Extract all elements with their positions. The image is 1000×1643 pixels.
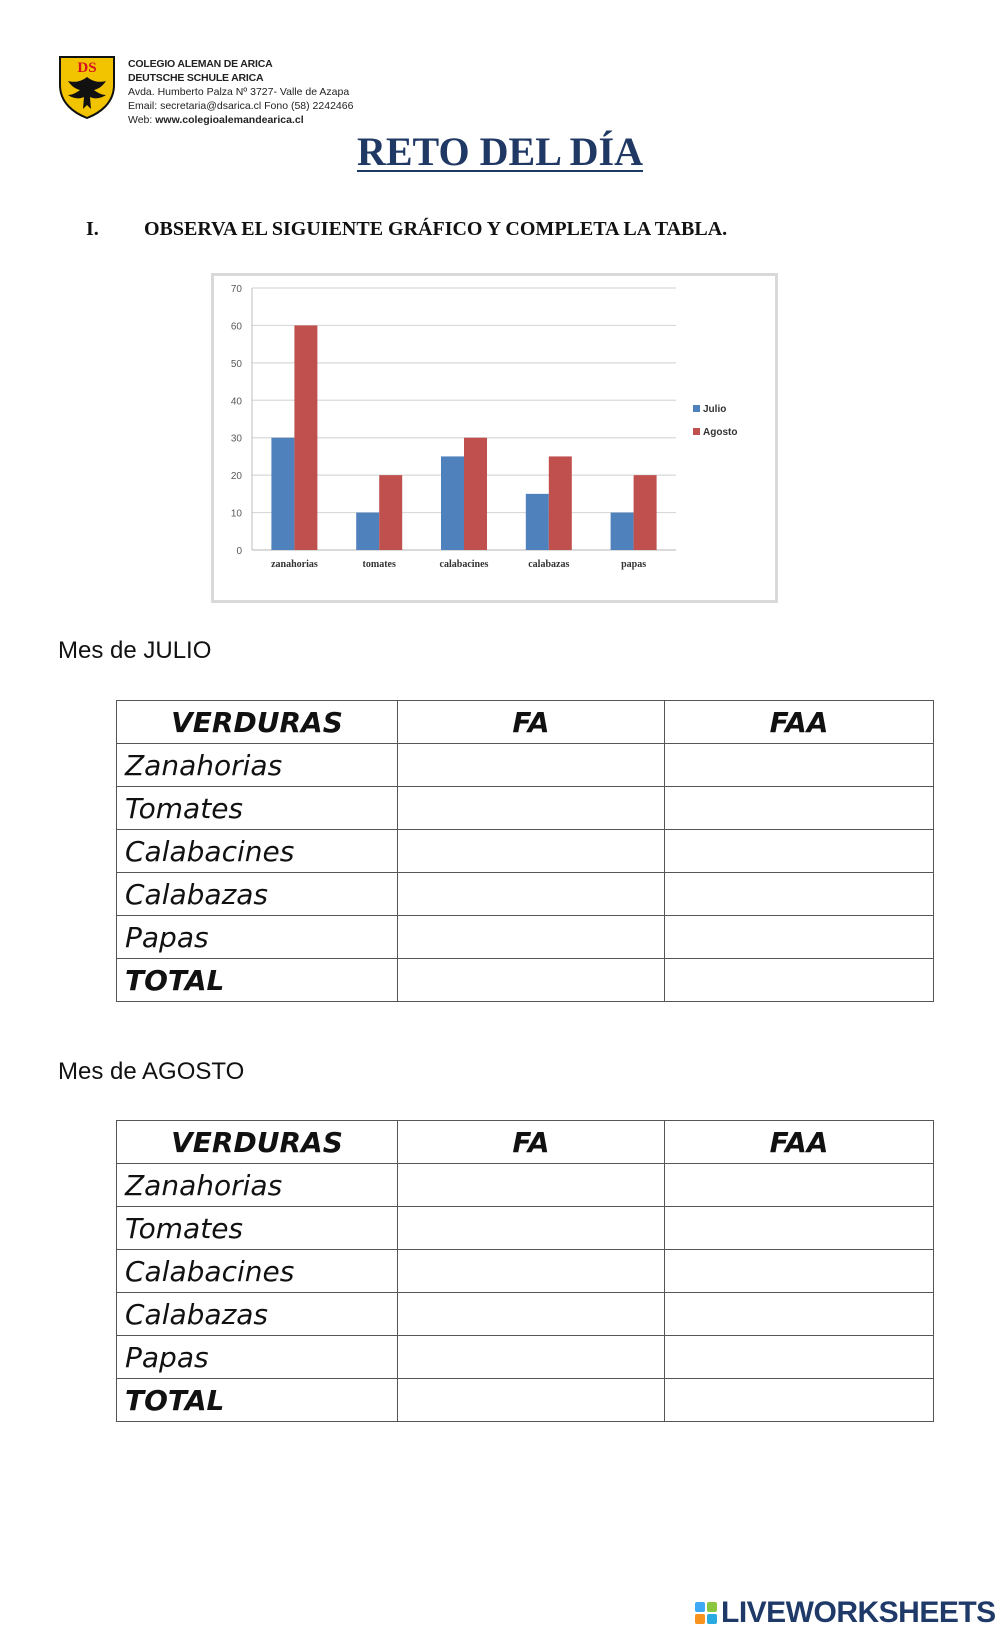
brand-tile-i bbox=[707, 1602, 717, 1612]
row-label: Zanahorias bbox=[117, 744, 398, 787]
legend-swatch-agosto bbox=[693, 428, 700, 435]
table-agosto-heading: Mes de AGOSTO bbox=[58, 1058, 245, 1085]
bar-agosto-tomates bbox=[379, 475, 402, 550]
row-label: Calabacines bbox=[117, 1250, 398, 1293]
table-row bbox=[117, 1293, 934, 1336]
row-label: Tomates bbox=[117, 787, 398, 830]
bar-julio-tomates bbox=[356, 513, 379, 550]
page-title-wrap bbox=[0, 128, 1000, 175]
fa-answer-cell[interactable] bbox=[398, 1164, 665, 1207]
table-row bbox=[117, 787, 934, 830]
faa-answer-cell[interactable] bbox=[665, 1250, 934, 1293]
legend-label-agosto: Agosto bbox=[703, 427, 738, 438]
y-tick-label: 40 bbox=[230, 396, 242, 408]
row-label: Papas bbox=[117, 916, 398, 959]
table-julio bbox=[116, 700, 934, 1002]
y-tick-label: 70 bbox=[230, 284, 242, 295]
row-label: Calabazas bbox=[117, 1293, 398, 1336]
school-web bbox=[128, 113, 353, 127]
school-email: Email: secretaria@dsarica.cl Fono (58) 2242466 bbox=[128, 100, 354, 112]
table-row bbox=[117, 830, 934, 873]
row-label: Calabazas bbox=[117, 873, 398, 916]
table-header-row bbox=[117, 1121, 934, 1164]
column-header-faa: FAA bbox=[665, 1121, 934, 1164]
legend-label-julio: Julio bbox=[703, 404, 727, 415]
table-row bbox=[117, 916, 934, 959]
bar-julio-zanahorias bbox=[271, 438, 294, 550]
instruction-number: I. bbox=[86, 218, 99, 240]
bar-julio-calabazas bbox=[526, 494, 549, 550]
school-info bbox=[128, 57, 353, 127]
row-label: Calabacines bbox=[117, 830, 398, 873]
faa-answer-cell[interactable] bbox=[665, 1336, 934, 1379]
faa-answer-cell[interactable] bbox=[665, 1207, 934, 1250]
bar-agosto-calabazas bbox=[549, 456, 572, 550]
y-tick-label: 60 bbox=[230, 321, 242, 333]
logo-text: DS bbox=[77, 60, 97, 76]
total-label: TOTAL bbox=[117, 959, 398, 1002]
table-total-row bbox=[117, 1379, 934, 1422]
instruction-text: OBSERVA EL SIGUIENTE GRÁFICO Y COMPLETA LA TABLA. bbox=[144, 218, 728, 240]
fa-answer-cell[interactable] bbox=[398, 873, 665, 916]
y-tick-label: 30 bbox=[230, 433, 242, 445]
bar-chart-svg bbox=[214, 276, 775, 600]
fa-answer-cell[interactable] bbox=[398, 830, 665, 873]
table-row bbox=[117, 1336, 934, 1379]
fa-answer-cell[interactable] bbox=[398, 1336, 665, 1379]
y-tick-label: 0 bbox=[236, 546, 242, 557]
faa-answer-cell[interactable] bbox=[665, 830, 934, 873]
table-row bbox=[117, 744, 934, 787]
web-url[interactable]: www.colegioalemandearica.cl bbox=[155, 114, 304, 126]
column-header-fa: FA bbox=[398, 1121, 665, 1164]
x-tick-label: tomates bbox=[362, 559, 396, 570]
faa-answer-cell[interactable] bbox=[665, 787, 934, 830]
bar-agosto-calabacines bbox=[464, 438, 487, 550]
web-label: Web: bbox=[128, 114, 156, 126]
school-name: COLEGIO ALEMAN DE ARICA bbox=[128, 58, 273, 70]
table-row bbox=[117, 1207, 934, 1250]
table-row bbox=[117, 873, 934, 916]
row-label: Tomates bbox=[117, 1207, 398, 1250]
bar-julio-calabacines bbox=[441, 456, 464, 550]
school-logo bbox=[58, 55, 116, 119]
row-label: Zanahorias bbox=[117, 1164, 398, 1207]
bar-agosto-zanahorias bbox=[294, 325, 317, 550]
faa-answer-cell[interactable] bbox=[665, 873, 934, 916]
total-label: TOTAL bbox=[117, 1379, 398, 1422]
brand-tile-v bbox=[695, 1614, 705, 1624]
faa-answer-cell[interactable] bbox=[665, 1164, 934, 1207]
brand-tile-l bbox=[695, 1602, 705, 1612]
y-tick-label: 50 bbox=[230, 358, 242, 370]
fa-total-cell[interactable] bbox=[398, 959, 665, 1002]
table-row bbox=[117, 1164, 934, 1207]
column-header-verduras: VERDURAS bbox=[117, 1121, 398, 1164]
bar-chart bbox=[211, 273, 778, 603]
y-tick-label: 10 bbox=[230, 508, 242, 520]
table-agosto bbox=[116, 1120, 934, 1422]
liveworksheets-tiles-icon bbox=[695, 1602, 717, 1624]
table-julio-heading: Mes de JULIO bbox=[58, 637, 212, 664]
fa-answer-cell[interactable] bbox=[398, 744, 665, 787]
fa-answer-cell[interactable] bbox=[398, 1207, 665, 1250]
faa-answer-cell[interactable] bbox=[665, 744, 934, 787]
fa-answer-cell[interactable] bbox=[398, 787, 665, 830]
liveworksheets-brand: LIVEWORKSHEETS bbox=[721, 1596, 996, 1629]
school-name-german: DEUTSCHE SCHULE ARICA bbox=[128, 72, 264, 84]
fa-answer-cell[interactable] bbox=[398, 1250, 665, 1293]
column-header-verduras: VERDURAS bbox=[117, 701, 398, 744]
brand-tile-e bbox=[707, 1614, 717, 1624]
bar-julio-papas bbox=[611, 513, 634, 550]
page-title: RETO DEL DÍA bbox=[356, 129, 643, 174]
faa-answer-cell[interactable] bbox=[665, 916, 934, 959]
fa-answer-cell[interactable] bbox=[398, 1293, 665, 1336]
faa-total-cell[interactable] bbox=[665, 1379, 934, 1422]
x-tick-label: calabazas bbox=[528, 559, 570, 570]
row-label: Papas bbox=[117, 1336, 398, 1379]
table-row bbox=[117, 1250, 934, 1293]
faa-total-cell[interactable] bbox=[665, 959, 934, 1002]
school-address: Avda. Humberto Palza Nº 3727- Valle de Azapa bbox=[128, 86, 350, 98]
liveworksheets-logo[interactable] bbox=[695, 1596, 996, 1630]
column-header-faa: FAA bbox=[665, 701, 934, 744]
x-tick-label: papas bbox=[621, 559, 647, 570]
x-tick-label: calabacines bbox=[439, 559, 489, 570]
faa-answer-cell[interactable] bbox=[665, 1293, 934, 1336]
fa-answer-cell[interactable] bbox=[398, 916, 665, 959]
column-header-fa: FA bbox=[398, 701, 665, 744]
fa-total-cell[interactable] bbox=[398, 1379, 665, 1422]
table-header-row bbox=[117, 701, 934, 744]
x-tick-label: zanahorias bbox=[271, 559, 318, 570]
y-tick-label: 20 bbox=[230, 471, 242, 483]
bar-agosto-papas bbox=[634, 475, 657, 550]
table-total-row bbox=[117, 959, 934, 1002]
legend-swatch-julio bbox=[693, 405, 700, 412]
